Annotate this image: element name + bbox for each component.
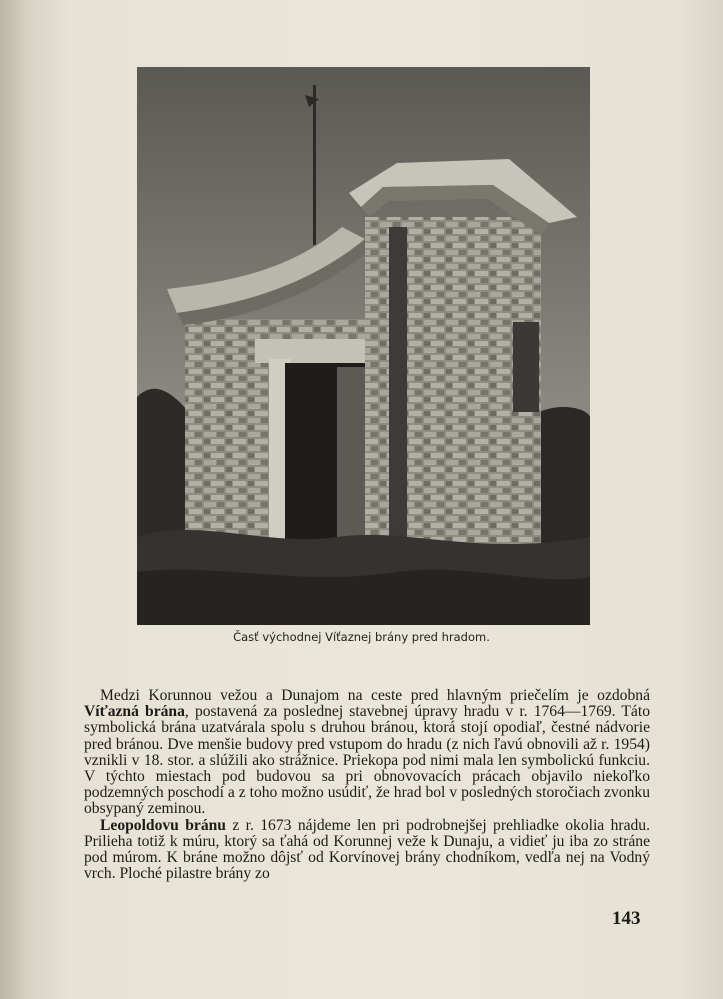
gate-photograph (137, 67, 590, 625)
page-number: 143 (612, 908, 641, 929)
paragraph-1-text-a: Medzi Korunnou vežou a Dunajom na ceste pred hlavným priečelím je ozdobná (100, 687, 650, 704)
body-text (84, 688, 650, 882)
gate-photo-drawing (137, 67, 590, 625)
victory-gate-term: Víťazná brána (84, 703, 185, 721)
paragraph-1-text-b: , postavená za poslednej stavebnej úpravy hradu v r. 1764—1769. Táto symbolická brána uzatvárala spolu s druhou bránou, ktorá stojí opodiaľ, čestné nádvorie pred bránou. Dve menšie budovy pred vstupom do hradu (z nich ľavú obnovili až r. 1954) vznikli v 18. stor. a slúžili ako strážnice. Priekopa pod nimi mala len symbolickú funkciu. V týchto miestach pod budovou sa pri obnovovacích prácach objavilo niekoľko podzemných poschodí a z toho možno usúdiť, že hrad bol v posledných storočiach zvonku obsypaný zeminou. (84, 703, 650, 818)
photo-caption: Časť východnej Víťaznej brány pred hradom. (233, 630, 490, 644)
paragraph-2-text: z r. 1673 nájdeme len pri podrobnejšej prehliadke okolia hradu. Prilieha totiž k múru, ktorý sa ťahá od Korunnej veže k Dunaju, a vidieť ju iba zo stráne pod múrom. K bráne možno dôjsť od Korvínovej brány chodníkom, vedľa nej na Vodný vrch. Ploché pilastre brány zo (84, 816, 650, 883)
paragraph-victory-gate (84, 688, 650, 818)
leopold-gate-term: Leopoldovu bránu (100, 816, 226, 834)
paragraph-leopold-gate (84, 818, 650, 883)
